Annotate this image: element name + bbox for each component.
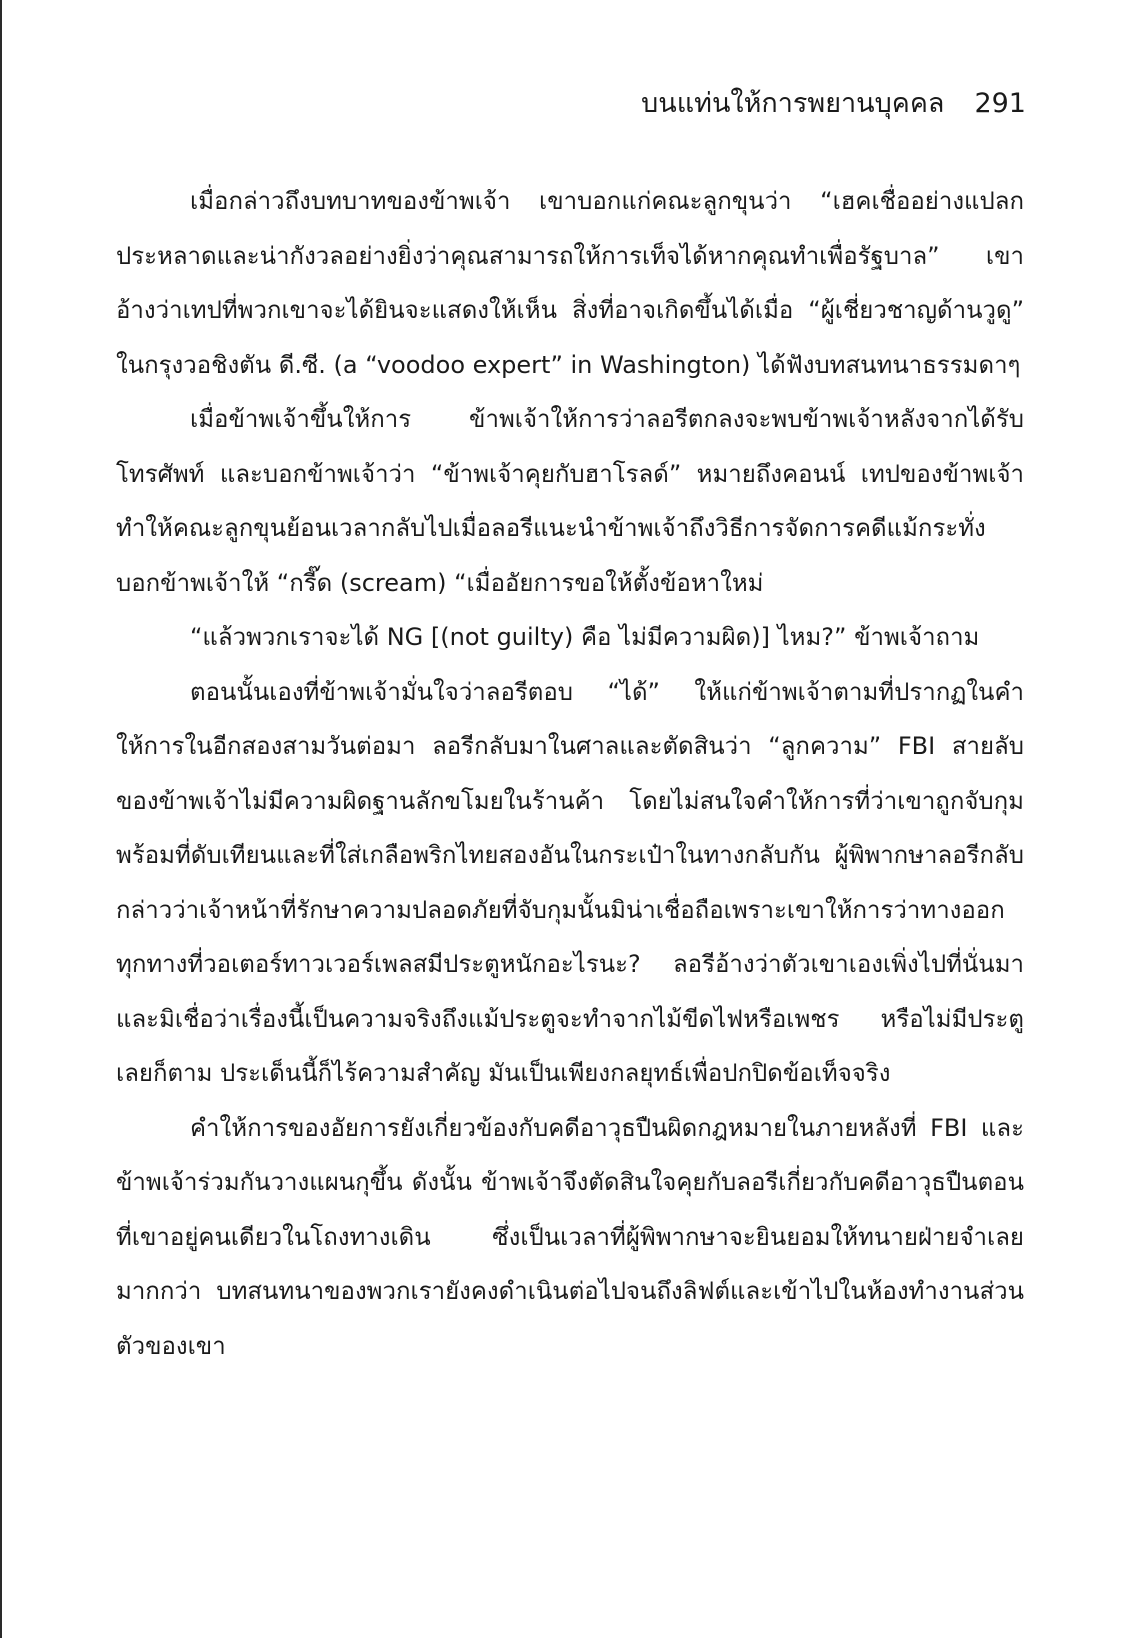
page-edge-line — [0, 0, 2, 1638]
page-number: 291 — [974, 88, 1026, 119]
running-title: บนแท่นให้การพยานบุคคล — [641, 88, 945, 119]
paragraph: เมื่อกล่าวถึงบทบาทของข้าพเจ้า เขาบอกแก่คณะลูกขุนว่า “เฮคเชื่ออย่างแปลกประหลาดและน่ากังวลอย่างยิ่งว่าคุณสามารถให้การเท็จได้หากคุณทำเพื่อรัฐบาล” เขาอ้างว่าเทปที่พวกเขาจะได้ยินจะแสดงให้เห็น สิ่งที่อาจเกิดขึ้นได้เมื่อ “ผู้เชี่ยวชาญด้านวูดู” ในกรุงวอชิงตัน ดี.ซี. (a “voodoo expert” in Washington) ได้ฟังบทสนทนาธรรมดาๆ — [116, 187, 1024, 379]
paragraph: “แล้วพวกเราจะได้ NG [(not guilty) คือ ไม่มีความผิด)] ไหม?” ข้าพเจ้าถาม — [190, 623, 980, 651]
paragraph: คำให้การของอัยการยังเกี่ยวข้องกับคดีอาวุธปืนผิดกฎหมายในภายหลังที่ FBI และข้าพเจ้าร่วมกันวางแผนกุขึ้น ดังนั้น ข้าพเจ้าจึงตัดสินใจคุยกับลอรีเกี่ยวกับคดีอาวุธปืนตอนที่เขาอยู่คนเดียวในโถงทางเดิน ซึ่งเป็นเวลาที่ผู้พิพากษาจะยินยอมให้ทนายฝ่ายจำเลยมากกว่า บทสนทนาของพวกเรายังคงดำเนินต่อไปจนถึงลิฟต์และเข้าไปในห้องทำงานส่วนตัวของเขา — [116, 1113, 1024, 1360]
body-text — [116, 174, 1024, 1373]
paragraph: ตอนนั้นเองที่ข้าพเจ้ามั่นใจว่าลอรีตอบ “ได้” ให้แก่ข้าพเจ้าตามที่ปรากฏในคำให้การในอีกสองสามวันต่อมา ลอรีกลับมาในศาลและตัดสินว่า “ลูกความ” FBI สายลับของข้าพเจ้าไม่มีความผิดฐานลักขโมยในร้านค้า โดยไม่สนใจคำให้การที่ว่าเขาถูกจับกุมพร้อมที่ดับเทียนและที่ใส่เกลือพริกไทยสองอันในกระเป๋าในทางกลับกัน ผู้พิพากษาลอรีกลับกล่าวว่าเจ้าหน้าที่รักษาความปลอดภัยที่จับกุมนั้นมิน่าเชื่อถือเพราะเขาให้การว่าทางออกทุกทางที่วอเตอร์ทาวเวอร์เพลสมีประตูหนักอะไรนะ? ลอรีอ้างว่าตัวเขาเองเพิ่งไปที่นั่นมาและมิเชื่อว่าเรื่องนี้เป็นความจริงถึงแม้ประตูจะทำจากไม้ขีดไฟหรือเพชร หรือไม่มีประตูเลยก็ตาม ประเด็นนี้ก็ไร้ความสำคัญ มันเป็นเพียงกลยุทธ์เพื่อปกปิดข้อเท็จจริง — [116, 677, 1024, 1087]
running-header — [641, 84, 1026, 124]
paragraph: เมื่อข้าพเจ้าขึ้นให้การ ข้าพเจ้าให้การว่าลอรีตกลงจะพบข้าพเจ้าหลังจากได้รับโทรศัพท์ และบอกข้าพเจ้าว่า “ข้าพเจ้าคุยกับฮาโรลด์” หมายถึงคอนน์ เทปของข้าพเจ้าทำให้คณะลูกขุนย้อนเวลากลับไปเมื่อลอรีแนะนำข้าพเจ้าถึงวิธีการจัดการคดีแม้กระทั่งบอกข้าพเจ้าให้ “กรี๊ด (scream) “เมื่ออัยการขอให้ตั้งข้อหาใหม่ — [116, 405, 1024, 597]
